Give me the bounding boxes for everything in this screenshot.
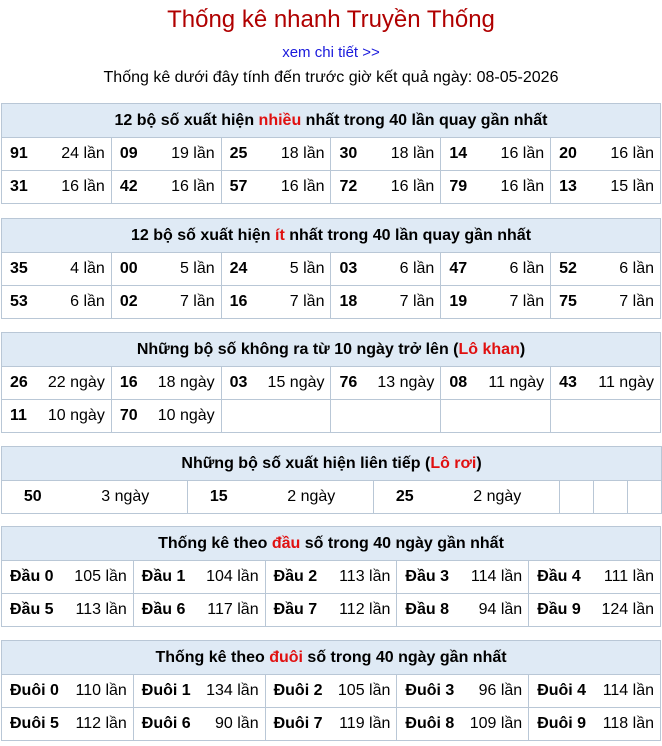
stat-pair bbox=[134, 601, 265, 619]
item-key: Đầu 8 bbox=[405, 601, 449, 618]
item-key: 72 bbox=[339, 178, 358, 195]
text: Những bộ số xuất hiện liên tiếp ( bbox=[181, 454, 431, 472]
item-value: 16 lần bbox=[280, 178, 325, 195]
text: Những bộ số không ra từ 10 ngày trở lên ( bbox=[136, 340, 459, 358]
stat-pair bbox=[551, 178, 660, 196]
text: nhất trong 40 lần quay gần nhất bbox=[301, 111, 548, 129]
item-value: 119 lần bbox=[339, 715, 391, 732]
item-key: Đuôi 1 bbox=[141, 682, 191, 699]
item-value: 4 lần bbox=[70, 260, 105, 277]
view-details-link[interactable]: xem chi tiết >> bbox=[282, 44, 380, 61]
number-cell: 15 bbox=[188, 481, 250, 514]
least-frequent-header bbox=[2, 219, 661, 253]
item-value: 5 lần bbox=[289, 260, 325, 277]
text: nhất trong 40 lần quay gần nhất bbox=[284, 226, 532, 244]
days-cell: 2 ngày bbox=[436, 481, 560, 514]
text: Thống kê theo bbox=[158, 534, 272, 552]
item-value: 7 lần bbox=[509, 293, 545, 310]
stat-pair bbox=[441, 260, 550, 278]
highlight-word: đầu bbox=[271, 534, 301, 552]
item-value: 18 ngày bbox=[157, 374, 215, 391]
text: Thống kê theo bbox=[155, 648, 270, 666]
dau-cell bbox=[265, 561, 397, 594]
stat-pair bbox=[2, 601, 133, 619]
stat-pair bbox=[222, 178, 331, 196]
item-value: 7 lần bbox=[619, 293, 654, 310]
item-value: 10 ngày bbox=[157, 407, 215, 424]
stat-pair bbox=[331, 178, 440, 196]
item-value: 6 lần bbox=[509, 260, 545, 277]
duoi-header bbox=[2, 641, 661, 675]
item-key: 16 bbox=[229, 293, 248, 310]
dau-table bbox=[1, 526, 661, 627]
number-cell bbox=[551, 286, 661, 319]
number-cell bbox=[551, 171, 661, 204]
stat-pair bbox=[529, 601, 660, 619]
item-value: 124 lần bbox=[601, 601, 654, 618]
stat-pair bbox=[222, 374, 331, 392]
number-cell bbox=[221, 171, 331, 204]
text: số trong 40 ngày gần nhất bbox=[300, 534, 504, 552]
item-value: 110 lần bbox=[75, 682, 127, 699]
number-cell bbox=[551, 367, 661, 400]
item-value: 7 lần bbox=[399, 293, 435, 310]
item-value: 16 lần bbox=[61, 178, 105, 195]
item-key: 79 bbox=[449, 178, 468, 195]
item-value: 7 lần bbox=[179, 293, 215, 310]
item-value: 113 lần bbox=[339, 568, 391, 585]
number-cell bbox=[331, 286, 441, 319]
most-frequent-header bbox=[2, 104, 661, 138]
item-value: 96 lần bbox=[478, 682, 523, 699]
item-value: 18 lần bbox=[390, 145, 435, 162]
item-key: 76 bbox=[339, 374, 358, 391]
number-cell bbox=[331, 367, 441, 400]
item-key: Đuôi 9 bbox=[537, 715, 587, 732]
stat-pair bbox=[331, 293, 440, 311]
stat-pair bbox=[441, 178, 550, 196]
stat-pair bbox=[112, 178, 221, 196]
item-key: 00 bbox=[119, 260, 138, 277]
number-cell bbox=[2, 138, 112, 171]
item-key: 42 bbox=[119, 178, 138, 195]
item-key: 53 bbox=[10, 293, 28, 310]
stat-pair bbox=[2, 374, 111, 392]
number-cell bbox=[441, 138, 551, 171]
text: ) bbox=[519, 340, 526, 358]
item-value: 114 lần bbox=[470, 568, 523, 585]
number-cell bbox=[221, 286, 331, 319]
stat-pair bbox=[266, 682, 397, 700]
item-key: Đuôi 3 bbox=[405, 682, 455, 699]
number-cell bbox=[331, 138, 441, 171]
item-key: 26 bbox=[10, 374, 28, 391]
stat-pair bbox=[2, 568, 133, 586]
item-value: 109 lần bbox=[469, 715, 523, 732]
item-key: Đầu 6 bbox=[141, 601, 186, 618]
item-key: 57 bbox=[229, 178, 248, 195]
item-value: 114 lần bbox=[602, 682, 654, 699]
number-cell bbox=[221, 367, 331, 400]
empty-cell bbox=[594, 481, 628, 514]
text: ) bbox=[476, 454, 482, 472]
page-title: Thống kê nhanh Truyền Thống bbox=[167, 6, 495, 33]
item-key: 47 bbox=[449, 260, 468, 277]
highlight-word: nhiều bbox=[258, 111, 302, 129]
stat-pair bbox=[222, 260, 331, 278]
empty-cell bbox=[628, 481, 662, 514]
item-value: 105 lần bbox=[74, 568, 127, 585]
number-cell bbox=[2, 253, 112, 286]
duoi-cell bbox=[397, 708, 529, 741]
item-key: Đầu 7 bbox=[273, 601, 318, 618]
item-value: 15 lần bbox=[610, 178, 654, 195]
item-value: 15 ngày bbox=[267, 374, 325, 391]
dau-cell bbox=[133, 594, 265, 627]
item-key: 75 bbox=[559, 293, 577, 310]
item-value: 94 lần bbox=[478, 601, 523, 618]
dau-cell bbox=[529, 561, 661, 594]
number-cell bbox=[331, 253, 441, 286]
text: số trong 40 ngày gần nhất bbox=[302, 648, 507, 666]
item-value: 113 lần bbox=[75, 601, 127, 618]
item-value: 16 lần bbox=[500, 178, 545, 195]
item-value: 19 lần bbox=[171, 145, 215, 162]
number-cell bbox=[111, 171, 221, 204]
item-value: 22 ngày bbox=[47, 374, 105, 391]
stat-pair bbox=[331, 374, 440, 392]
duoi-cell bbox=[397, 675, 529, 708]
stat-pair bbox=[2, 293, 111, 311]
stat-pair bbox=[112, 374, 221, 392]
item-key: Đầu 0 bbox=[10, 568, 54, 585]
item-value: 5 lần bbox=[179, 260, 215, 277]
dau-cell bbox=[133, 561, 265, 594]
item-key: Đuôi 0 bbox=[10, 682, 59, 699]
item-key: Đầu 3 bbox=[405, 568, 449, 585]
item-value: 6 lần bbox=[619, 260, 654, 277]
item-key: Đầu 5 bbox=[10, 601, 54, 618]
dau-cell bbox=[397, 561, 529, 594]
item-key: 09 bbox=[119, 145, 138, 162]
number-cell bbox=[2, 367, 112, 400]
item-key: 08 bbox=[449, 374, 468, 391]
item-value: 90 lần bbox=[215, 715, 259, 732]
text: 12 bộ số xuất hiện bbox=[114, 111, 259, 129]
days-cell: 3 ngày bbox=[64, 481, 188, 514]
number-cell bbox=[441, 253, 551, 286]
empty-cell bbox=[221, 400, 331, 433]
empty-cell bbox=[331, 400, 441, 433]
item-key: 16 bbox=[119, 374, 138, 391]
item-key: 11 bbox=[10, 407, 27, 424]
lo-roi-table bbox=[1, 446, 662, 514]
dau-header bbox=[2, 527, 661, 561]
stat-pair bbox=[397, 682, 528, 700]
number-cell bbox=[441, 367, 551, 400]
number-cell bbox=[221, 138, 331, 171]
stat-pair bbox=[397, 601, 528, 619]
item-value: 24 lần bbox=[61, 145, 105, 162]
stat-pair bbox=[112, 407, 221, 425]
lo-roi-header bbox=[2, 447, 662, 481]
stat-pair bbox=[2, 715, 133, 733]
stat-pair bbox=[397, 568, 528, 586]
item-key: 14 bbox=[449, 145, 468, 162]
stat-pair bbox=[2, 682, 133, 700]
duoi-cell bbox=[265, 708, 397, 741]
stat-pair bbox=[2, 145, 111, 163]
item-value: 13 ngày bbox=[377, 374, 435, 391]
item-key: 52 bbox=[559, 260, 577, 277]
stat-pair bbox=[112, 293, 221, 311]
stat-pair bbox=[331, 260, 440, 278]
item-value: 104 lần bbox=[206, 568, 259, 585]
duoi-cell bbox=[133, 708, 265, 741]
stat-pair bbox=[441, 374, 550, 392]
item-key: 35 bbox=[10, 260, 28, 277]
item-value: 118 lần bbox=[602, 715, 654, 732]
item-key: 31 bbox=[10, 178, 28, 195]
number-cell: 50 bbox=[2, 481, 64, 514]
duoi-table bbox=[1, 640, 661, 741]
item-key: 02 bbox=[119, 293, 138, 310]
number-cell bbox=[551, 253, 661, 286]
number-cell bbox=[551, 138, 661, 171]
item-key: 03 bbox=[339, 260, 358, 277]
item-value: 16 lần bbox=[500, 145, 545, 162]
stat-pair bbox=[2, 260, 111, 278]
item-value: 112 lần bbox=[339, 601, 391, 618]
item-value: 18 lần bbox=[280, 145, 325, 162]
stat-pair bbox=[266, 715, 397, 733]
page-subtitle: Thống kê dưới đây tính đến trước giờ kết quả ngày: 08-05-2026 bbox=[103, 69, 559, 86]
number-cell: 25 bbox=[374, 481, 436, 514]
stat-pair bbox=[134, 568, 265, 586]
item-key: Đầu 4 bbox=[537, 568, 581, 585]
lo-khan-header bbox=[2, 333, 661, 367]
number-cell bbox=[111, 400, 221, 433]
duoi-cell bbox=[529, 675, 661, 708]
number-cell bbox=[221, 253, 331, 286]
stat-pair bbox=[551, 293, 660, 311]
item-value: 6 lần bbox=[399, 260, 435, 277]
stat-pair bbox=[441, 145, 550, 163]
number-cell bbox=[441, 286, 551, 319]
stat-pair bbox=[529, 715, 660, 733]
text: 12 bộ số xuất hiện bbox=[130, 226, 275, 244]
number-cell bbox=[2, 171, 112, 204]
number-cell bbox=[111, 367, 221, 400]
stat-pair bbox=[551, 260, 660, 278]
number-cell bbox=[2, 400, 112, 433]
item-value: 7 lần bbox=[289, 293, 325, 310]
dau-cell bbox=[2, 594, 134, 627]
item-value: 16 lần bbox=[171, 178, 215, 195]
number-cell bbox=[441, 171, 551, 204]
empty-cell bbox=[560, 481, 594, 514]
stat-pair bbox=[2, 407, 111, 425]
item-key: 25 bbox=[229, 145, 248, 162]
duoi-cell bbox=[2, 708, 134, 741]
number-cell bbox=[111, 138, 221, 171]
item-key: 24 bbox=[229, 260, 248, 277]
dau-cell bbox=[397, 594, 529, 627]
item-value: 112 lần bbox=[75, 715, 127, 732]
item-key: Đuôi 4 bbox=[537, 682, 587, 699]
stat-pair bbox=[397, 715, 528, 733]
lo-khan-table bbox=[1, 332, 661, 433]
stat-pair bbox=[112, 145, 221, 163]
empty-cell bbox=[441, 400, 551, 433]
item-key: Đầu 2 bbox=[273, 568, 318, 585]
stat-pair bbox=[112, 260, 221, 278]
duoi-cell bbox=[2, 675, 134, 708]
item-key: Đuôi 8 bbox=[405, 715, 455, 732]
stat-pair bbox=[134, 715, 265, 733]
item-value: 11 ngày bbox=[488, 374, 545, 391]
item-key: 18 bbox=[339, 293, 358, 310]
highlight-word: ít bbox=[275, 226, 285, 244]
stat-pair bbox=[266, 568, 397, 586]
stat-pair bbox=[529, 568, 660, 586]
item-value: 134 lần bbox=[206, 682, 259, 699]
item-key: 30 bbox=[339, 145, 358, 162]
item-key: 91 bbox=[10, 145, 28, 162]
item-key: 20 bbox=[559, 145, 577, 162]
stat-pair bbox=[222, 293, 331, 311]
item-key: 43 bbox=[559, 374, 577, 391]
dau-cell bbox=[2, 561, 134, 594]
item-value: 6 lần bbox=[70, 293, 105, 310]
number-cell bbox=[331, 171, 441, 204]
duoi-cell bbox=[529, 708, 661, 741]
item-key: Đầu 9 bbox=[537, 601, 581, 618]
item-key: Đầu 1 bbox=[141, 568, 186, 585]
item-value: 16 lần bbox=[390, 178, 435, 195]
stat-pair bbox=[551, 145, 660, 163]
item-key: Đuôi 7 bbox=[273, 715, 323, 732]
item-key: Đuôi 2 bbox=[273, 682, 323, 699]
duoi-cell bbox=[265, 675, 397, 708]
number-cell bbox=[111, 286, 221, 319]
item-value: 10 ngày bbox=[47, 407, 105, 424]
item-key: Đuôi 5 bbox=[10, 715, 59, 732]
duoi-cell bbox=[133, 675, 265, 708]
highlight-word: Lô rơi bbox=[430, 454, 477, 472]
stat-pair bbox=[331, 145, 440, 163]
highlight-word: Lô khan bbox=[458, 340, 520, 358]
stat-pair bbox=[551, 374, 660, 392]
number-cell bbox=[111, 253, 221, 286]
dau-cell bbox=[265, 594, 397, 627]
item-key: 19 bbox=[449, 293, 468, 310]
item-key: 70 bbox=[119, 407, 138, 424]
item-value: 16 lần bbox=[610, 145, 654, 162]
item-value: 117 lần bbox=[207, 601, 259, 618]
item-value: 11 ngày bbox=[598, 374, 654, 391]
item-value: 111 lần bbox=[603, 568, 654, 585]
stat-pair bbox=[529, 682, 660, 700]
empty-cell bbox=[551, 400, 661, 433]
item-key: 13 bbox=[559, 178, 577, 195]
highlight-word: đuôi bbox=[269, 648, 303, 666]
days-cell: 2 ngày bbox=[250, 481, 374, 514]
stat-pair bbox=[134, 682, 265, 700]
number-cell bbox=[2, 286, 112, 319]
stat-pair bbox=[2, 178, 111, 196]
stat-pair bbox=[441, 293, 550, 311]
stat-pair bbox=[222, 145, 331, 163]
item-value: 105 lần bbox=[337, 682, 391, 699]
stat-pair bbox=[266, 601, 397, 619]
most-frequent-table bbox=[1, 103, 661, 204]
least-frequent-table bbox=[1, 218, 661, 319]
item-key: 03 bbox=[229, 374, 248, 391]
dau-cell bbox=[529, 594, 661, 627]
item-key: Đuôi 6 bbox=[141, 715, 191, 732]
